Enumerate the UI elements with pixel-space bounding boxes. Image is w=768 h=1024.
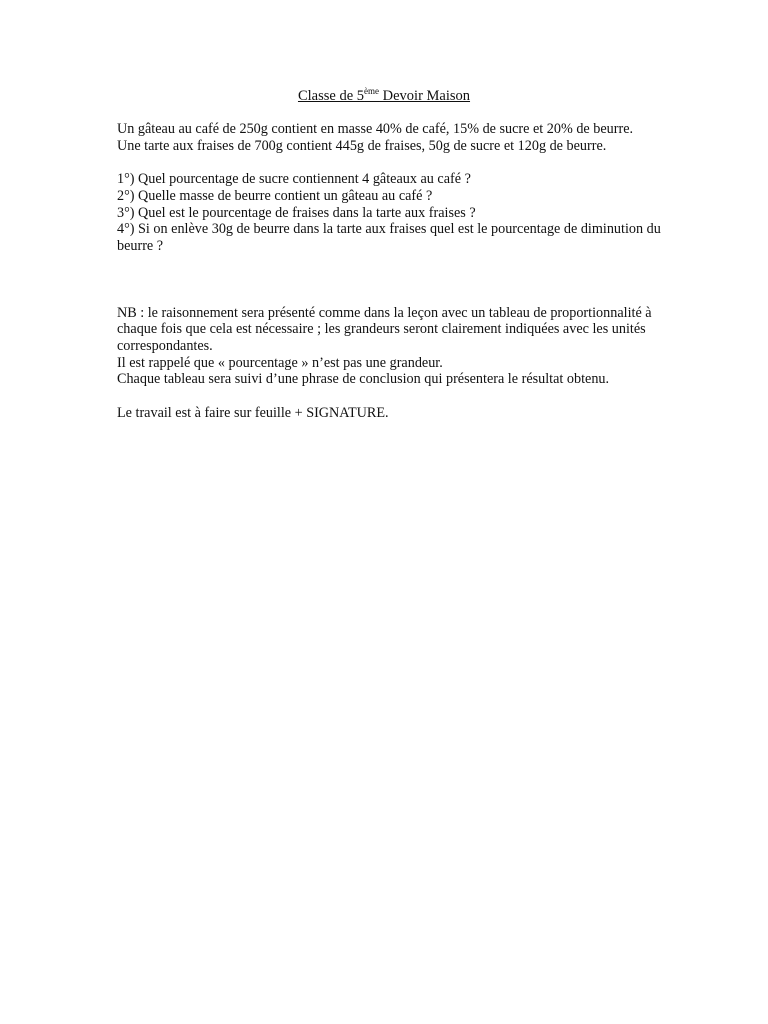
nb-note: NB : le raisonnement sera présenté comme dans la leçon avec un tableau de proportionnalité à chaque fois que cela est nécessaire ; les grandeurs seront clairement indiquées avec les unités correspondantes. — [117, 304, 652, 355]
question-2: 2°) Quelle masse de beurre contient un gâteau au café ? — [117, 187, 433, 204]
intro-tart: Une tarte aux fraises de 700g contient 445g de fraises, 50g de sucre et 120g de beurre. — [117, 137, 607, 154]
question-4: 4°) Si on enlève 30g de beurre dans la tarte aux fraises quel est le pourcentage de diminution du beurre ? — [117, 221, 661, 254]
intro-cake: Un gâteau au café de 250g contient en masse 40% de café, 15% de sucre et 20% de beurre. — [117, 121, 634, 137]
question-3: 3°) Quel est le pourcentage de fraises dans la tarte aux fraises ? — [117, 204, 476, 221]
title-text-suffix: Devoir Maison — [379, 88, 471, 104]
question-1: 1°) Quel pourcentage de sucre contiennent 4 gâteaux au café ? — [117, 171, 471, 188]
percentage-reminder: Il est rappelé que « pourcentage » n’est pas une grandeur. — [117, 354, 443, 371]
spacer — [117, 255, 662, 305]
work-instruction: Le travail est à faire sur feuille + SIGNATURE. — [117, 404, 389, 421]
spacer — [117, 388, 662, 405]
conclusion-note: Chaque tableau sera suivi d’une phrase de conclusion qui présentera le résultat obtenu. — [117, 371, 610, 388]
document-body — [117, 121, 662, 422]
page-title — [0, 86, 768, 106]
title-superscript: ème — [364, 86, 380, 96]
title-text: Classe de 5 — [297, 88, 365, 104]
spacer — [117, 154, 662, 171]
